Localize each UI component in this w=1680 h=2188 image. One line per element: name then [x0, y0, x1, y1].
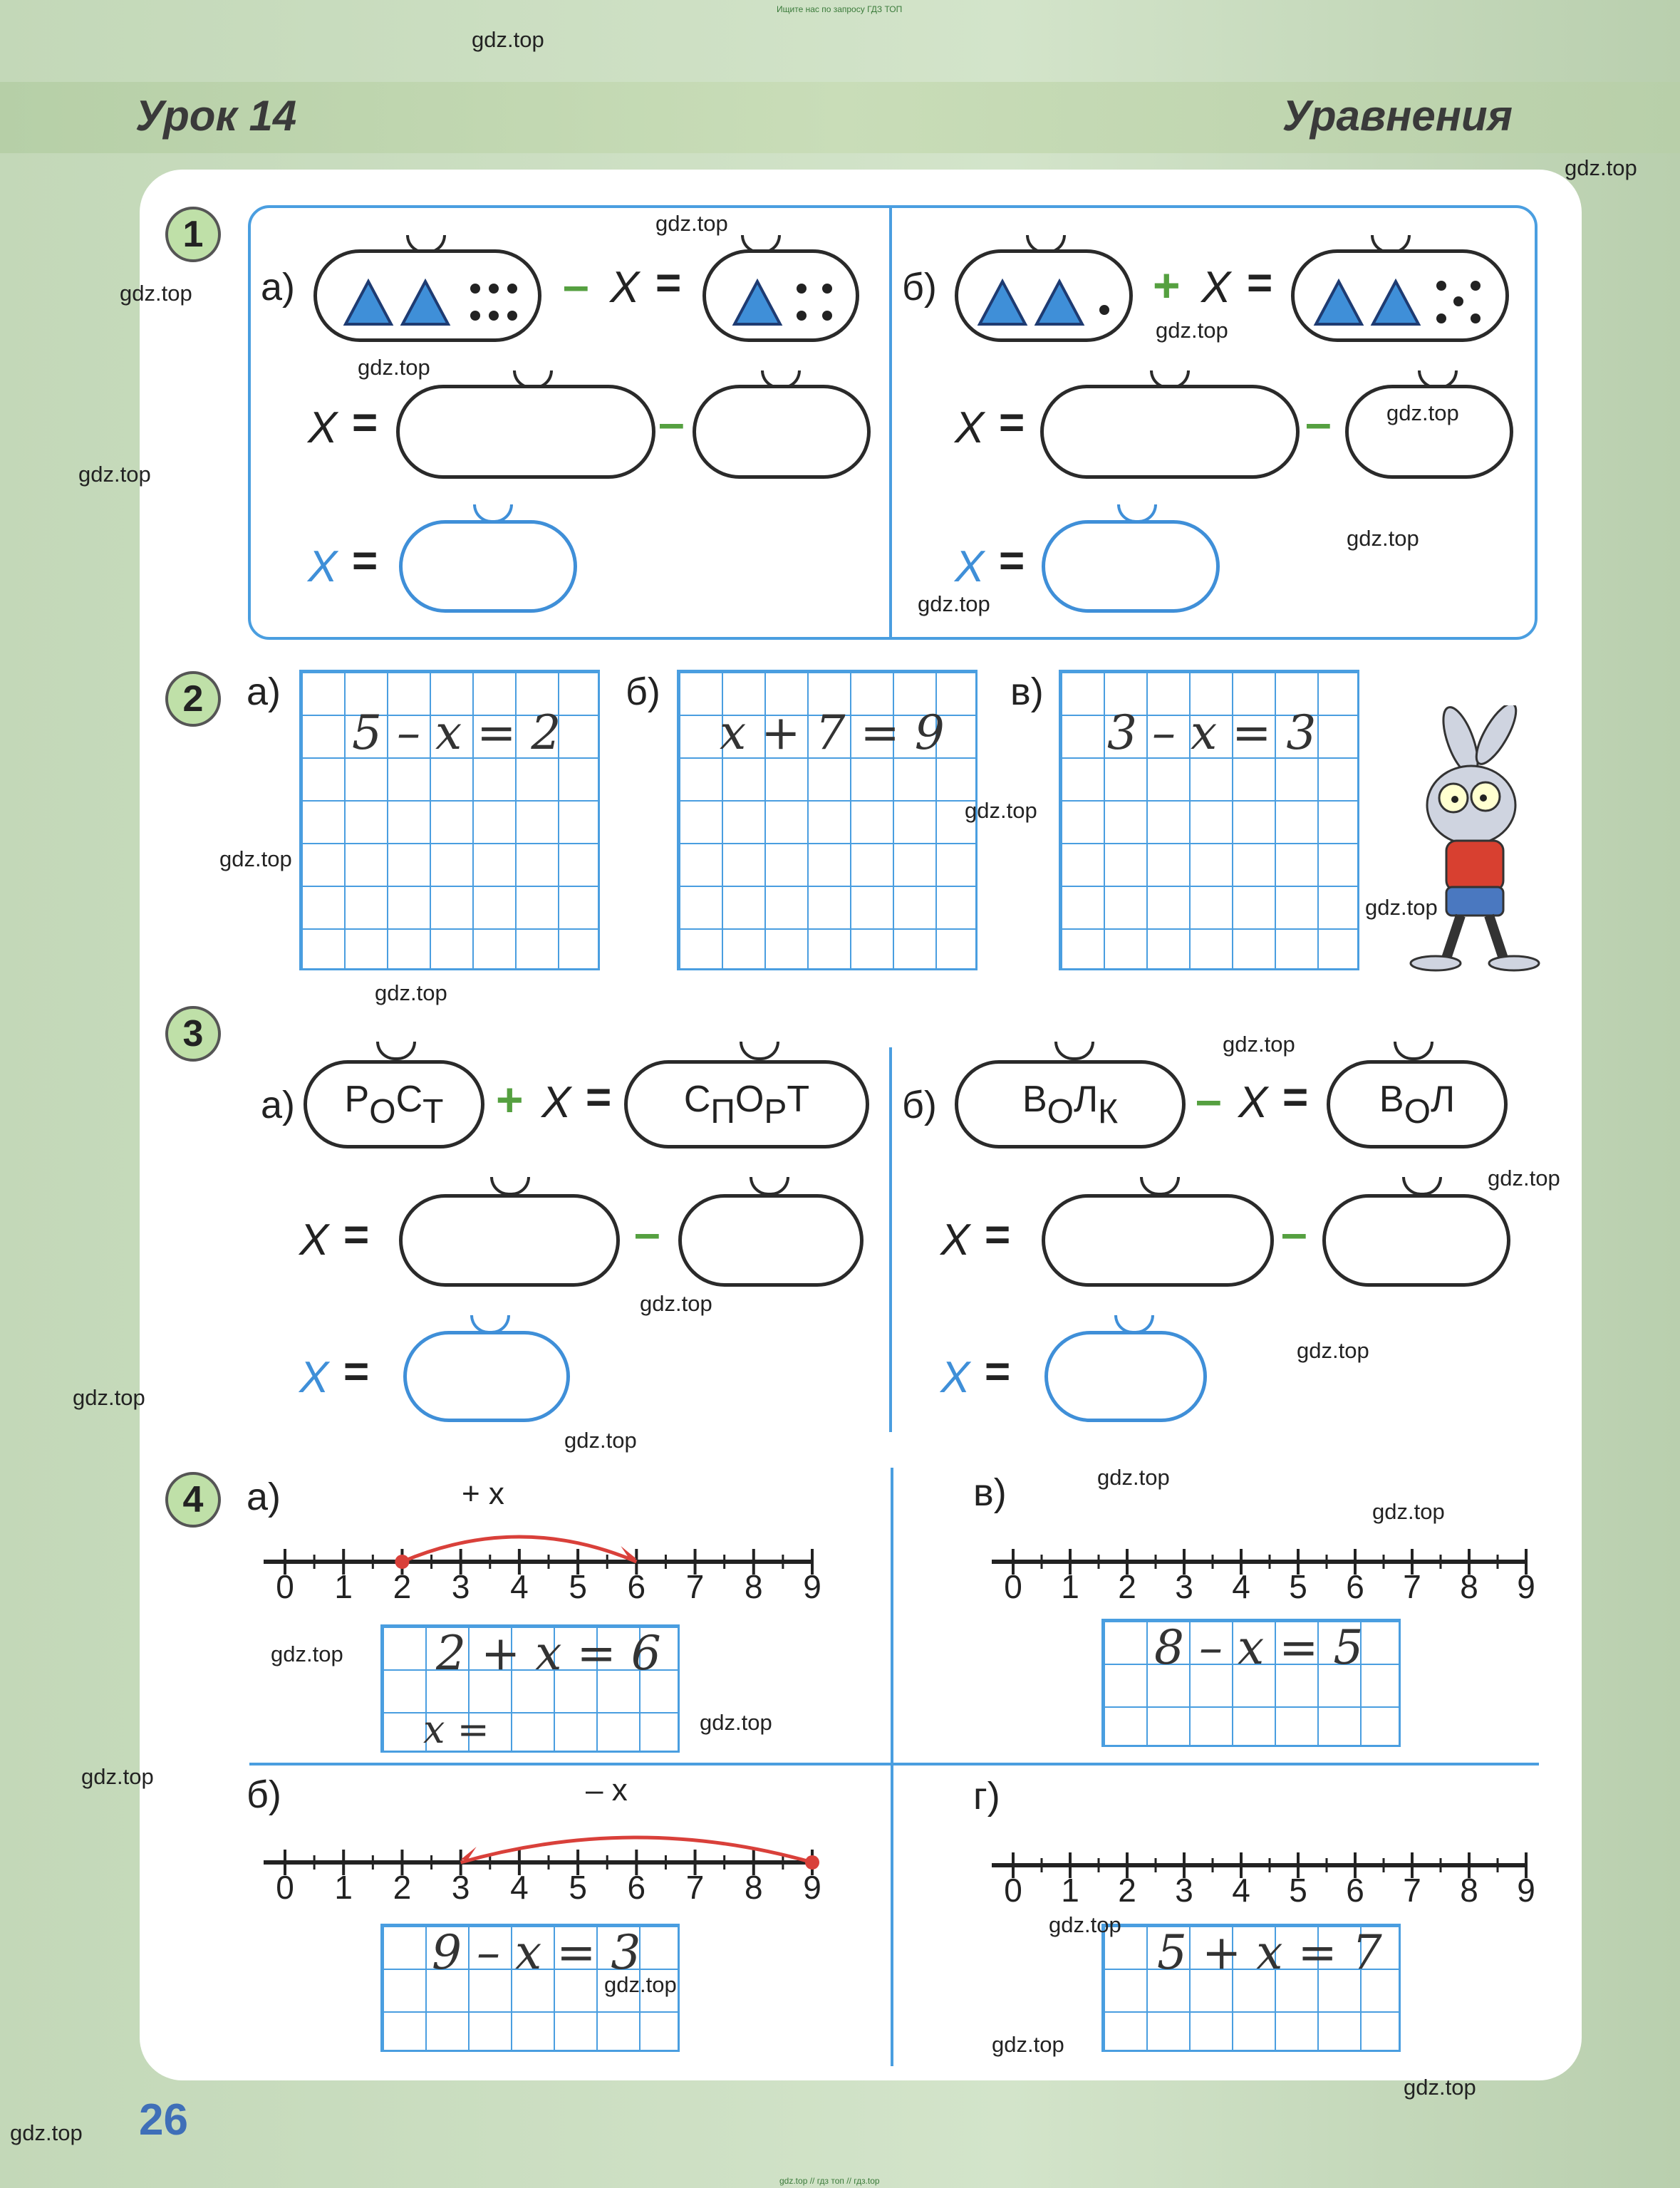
tick-label: 6 [627, 1568, 646, 1605]
tick-label: 7 [685, 1568, 705, 1605]
ex3-a-result-pill[interactable] [403, 1331, 570, 1422]
watermark: gdz.top [78, 462, 151, 487]
tick-label: 7 [1403, 1872, 1421, 1909]
ex3-b-equals-row2: = [985, 1210, 1011, 1260]
watermark: gdz.top [1565, 155, 1637, 180]
ex3-b-equals: = [1282, 1073, 1309, 1122]
watermark: gdz.top [700, 1710, 772, 1735]
ex2-b-label: б) [626, 670, 660, 713]
ex4-b-equation: 9 – x = 3 [432, 1925, 641, 1980]
watermark: gdz.top [10, 2120, 83, 2145]
tick-label: 8 [744, 1869, 763, 1906]
ex4-c-equation: 8 – x = 5 [1154, 1620, 1364, 1675]
rabbit-illustration [1396, 705, 1546, 976]
ex3-a-equals-row2: = [343, 1210, 370, 1260]
ex4-b-tick-labels [252, 1868, 836, 1911]
ex1-a-minus-row2: – [658, 396, 685, 449]
ex1-a-equals-result: = [352, 536, 378, 586]
tick-label: 0 [1004, 1872, 1022, 1909]
ex1-a-answer-pill-1[interactable] [396, 385, 655, 479]
watermark: gdz.top [965, 798, 1037, 823]
ex1-b-minus-row2: – [1305, 396, 1332, 449]
watermark: gdz.top [1097, 1465, 1170, 1490]
ex1-b-answer-pill-2[interactable] [1345, 385, 1513, 479]
watermark: gdz.top [73, 1385, 145, 1410]
ex3-b-left-letters: $В_ОЛ_К$ [1022, 1078, 1119, 1131]
watermark: gdz.top [1156, 318, 1228, 343]
ex2-a-label: а) [247, 670, 281, 713]
tick-label: 2 [393, 1568, 412, 1605]
triangle-icon [1316, 281, 1362, 324]
ex4-a-arrow-label: + x [462, 1476, 504, 1511]
ex3-b-x-result: X [940, 1353, 970, 1402]
ex2-c-label: в) [1010, 670, 1044, 713]
tick-label: 0 [276, 1869, 294, 1906]
tick-label: 5 [1289, 1568, 1307, 1605]
ex1-b-equals-result: = [999, 536, 1025, 586]
tick-label: 2 [393, 1869, 412, 1906]
exercise-4-number: 4 [165, 1472, 221, 1528]
tick-label: 1 [334, 1869, 353, 1906]
exercise-1-divider [889, 208, 892, 637]
tick-label: 9 [803, 1869, 821, 1906]
ex1-b-right-picture [1295, 253, 1505, 338]
ex1-b-equals: = [1247, 259, 1273, 308]
ex3-a-label: а) [261, 1084, 296, 1126]
ex1-b-left-picture [958, 253, 1129, 338]
ex4-d-tick-labels [980, 1871, 1550, 1914]
watermark: gdz.top [120, 281, 192, 306]
ex4-a-answer-prefix: x = [423, 1707, 489, 1752]
page-number: 26 [139, 2095, 188, 2145]
ex1-a-x-row2: X [308, 403, 338, 452]
ex1-b-pill-left [955, 249, 1133, 342]
ex3-b-result-pill[interactable] [1044, 1331, 1207, 1422]
ex2-b-equation: x + 7 = 9 [720, 705, 945, 760]
ex4-a-tick-labels [252, 1567, 836, 1610]
ex2-c-equation: 3 – x = 3 [1107, 705, 1317, 760]
exercise-1-number: 1 [165, 207, 221, 262]
ex3-a-x-row2: X [299, 1215, 329, 1265]
tick-label: 4 [510, 1568, 529, 1605]
watermark: gdz.top [472, 27, 544, 52]
ex3-b-answer-pill-1[interactable] [1042, 1194, 1274, 1287]
ex3-b-label: б) [902, 1084, 937, 1126]
tick-label: 6 [627, 1869, 646, 1906]
ex1-a-minus: – [563, 259, 589, 311]
triangle-icon [1373, 281, 1419, 324]
exercise-4-divider-h [249, 1763, 1539, 1766]
ex1-b-x: X [1201, 263, 1231, 312]
watermark: gdz.top [1049, 1912, 1121, 1937]
tick-label: 1 [334, 1568, 353, 1605]
dots-six-icon [470, 284, 517, 321]
watermark: gdz.top [1297, 1338, 1369, 1363]
tick-label: 4 [1232, 1568, 1250, 1605]
ex4-a-equation: 2 + x = 6 [436, 1626, 661, 1681]
tick-label: 7 [685, 1869, 705, 1906]
ex3-a-equals-result: = [343, 1347, 370, 1396]
ex4-b-label: б) [247, 1773, 281, 1816]
tick-label: 1 [1061, 1568, 1079, 1605]
tick-label: 8 [744, 1568, 763, 1605]
ex1-a-x: X [610, 263, 640, 312]
tick-label: 7 [1403, 1568, 1421, 1605]
tick-label: 5 [569, 1568, 587, 1605]
ex1-b-result-pill[interactable] [1042, 520, 1220, 613]
triangle-icon [403, 281, 448, 324]
watermark: gdz.top [271, 1642, 343, 1666]
exercise-2-number: 2 [165, 671, 221, 727]
exercise-3-divider [889, 1047, 892, 1432]
watermark: gdz.top [1365, 895, 1438, 920]
ex1-a-x-result: X [308, 542, 338, 591]
watermark: gdz.top [1223, 1032, 1295, 1057]
ex4-d-label: г) [973, 1775, 1000, 1818]
triangle-icon [980, 281, 1025, 324]
ex1-a-left-picture [317, 253, 538, 338]
ex1-b-x-row2: X [955, 403, 985, 452]
ex3-a-answer-pill-1[interactable] [399, 1194, 620, 1287]
tick-label: 1 [1061, 1872, 1079, 1909]
dot-one-icon [1099, 305, 1109, 315]
watermark: gdz.top [564, 1428, 637, 1453]
tick-label: 8 [1460, 1872, 1478, 1909]
exercise-4-divider-v [891, 1468, 893, 2066]
ex1-b-pill-right [1291, 249, 1509, 342]
tick-label: 2 [1118, 1872, 1136, 1909]
tick-label: 5 [569, 1869, 587, 1906]
tick-label: 8 [1460, 1568, 1478, 1605]
ex1-b-plus: + [1153, 259, 1181, 311]
ex1-b-x-result: X [955, 542, 985, 591]
tick-label: 5 [1289, 1872, 1307, 1909]
tick-label: 2 [1118, 1568, 1136, 1605]
ex1-a-result-pill[interactable] [399, 520, 577, 613]
dots-five-icon [1436, 281, 1481, 323]
tick-label: 3 [451, 1869, 470, 1906]
watermark: gdz.top [1372, 1499, 1445, 1524]
ex3-a-word-sport [624, 1060, 869, 1149]
triangle-icon [1037, 281, 1082, 324]
ex3-a-plus: + [496, 1073, 524, 1126]
ex4-c-tick-labels [980, 1567, 1550, 1610]
ex1-a-pill-right [702, 249, 859, 342]
ex3-b-word-volk [955, 1060, 1186, 1149]
tick-label: 0 [276, 1568, 294, 1605]
ex1-a-label: а) [261, 266, 296, 309]
topic-title: Уравнения [1282, 92, 1513, 140]
ex3-b-minus-row2: – [1281, 1206, 1307, 1259]
triangle-icon [735, 281, 780, 324]
ex4-b-arrow-label: – x [586, 1773, 628, 1808]
tick-label: 9 [803, 1568, 821, 1605]
start-point [805, 1855, 819, 1870]
watermark: gdz.top [1404, 2075, 1476, 2100]
ex2-a-equation: 5 – x = 2 [352, 705, 561, 760]
ex1-b-label: б) [902, 266, 937, 309]
exercise-3-number: 3 [165, 1006, 221, 1062]
triangle-icon [346, 281, 391, 324]
ex1-b-answer-pill-1[interactable] [1040, 385, 1300, 479]
watermark: gdz.top [918, 591, 990, 616]
watermark: gdz.top [1347, 526, 1419, 551]
top-note: Ищите нас по запросу ГДЗ ТОП [777, 4, 903, 14]
watermark: gdz.top [640, 1291, 712, 1316]
ex3-a-left-letters: $Р_ОС_Т$ [344, 1078, 444, 1131]
ex3-a-minus-row2: – [634, 1206, 660, 1259]
watermark: gdz.top [358, 355, 430, 380]
ex3-b-right-letters: $В_ОЛ$ [1379, 1078, 1456, 1131]
ex4-a-label: а) [247, 1476, 281, 1518]
ex4-d-equation: 5 + x = 7 [1157, 1925, 1382, 1980]
watermark: gdz.top [604, 1972, 677, 1997]
tick-label: 4 [1232, 1872, 1250, 1909]
tick-label: 9 [1517, 1568, 1535, 1605]
ex4-c-label: в) [973, 1471, 1007, 1514]
ex1-a-equals-row2: = [352, 398, 378, 447]
tick-label: 3 [1175, 1568, 1193, 1605]
ex3-b-equals-result: = [985, 1347, 1011, 1396]
tick-label: 3 [1175, 1872, 1193, 1909]
ex3-a-answer-pill-2[interactable] [678, 1194, 864, 1287]
watermark: gdz.top [992, 2032, 1064, 2057]
bottom-note: gdz.top // гдз топ // гдз.top [779, 2176, 880, 2186]
ex3-a-equals: = [586, 1073, 612, 1122]
lesson-title: Урок 14 [135, 92, 297, 140]
ex3-a-right-letters: $С_ПО_РТ$ [683, 1078, 810, 1131]
ex3-b-x: X [1238, 1078, 1268, 1127]
ex1-a-pill-left [313, 249, 541, 342]
ex3-b-x-row2: X [940, 1215, 970, 1265]
tick-label: 6 [1346, 1872, 1364, 1909]
ex3-a-x: X [541, 1078, 571, 1127]
tick-label: 6 [1346, 1568, 1364, 1605]
dots-four-icon [797, 284, 832, 321]
ex1-a-right-picture [706, 253, 856, 338]
ex1-b-equals-row2: = [999, 398, 1025, 447]
watermark: gdz.top [1488, 1166, 1560, 1191]
ex1-a-equals: = [655, 259, 682, 308]
watermark: gdz.top [219, 846, 292, 871]
watermark: gdz.top [81, 1764, 154, 1789]
ex3-b-word-vol [1327, 1060, 1508, 1149]
tick-label: 3 [451, 1568, 470, 1605]
watermark: gdz.top [375, 980, 447, 1005]
tick-label: 4 [510, 1869, 529, 1906]
watermark: gdz.top [1386, 400, 1459, 425]
ex1-a-answer-pill-2[interactable] [693, 385, 871, 479]
tick-label: 9 [1517, 1872, 1535, 1909]
tick-label: 0 [1004, 1568, 1022, 1605]
ex3-b-minus: – [1196, 1073, 1222, 1126]
watermark: gdz.top [655, 211, 728, 236]
ex3-a-x-result: X [299, 1353, 329, 1402]
start-point [395, 1555, 409, 1569]
ex3-a-word-rost [304, 1060, 484, 1149]
ex3-b-answer-pill-2[interactable] [1322, 1194, 1510, 1287]
